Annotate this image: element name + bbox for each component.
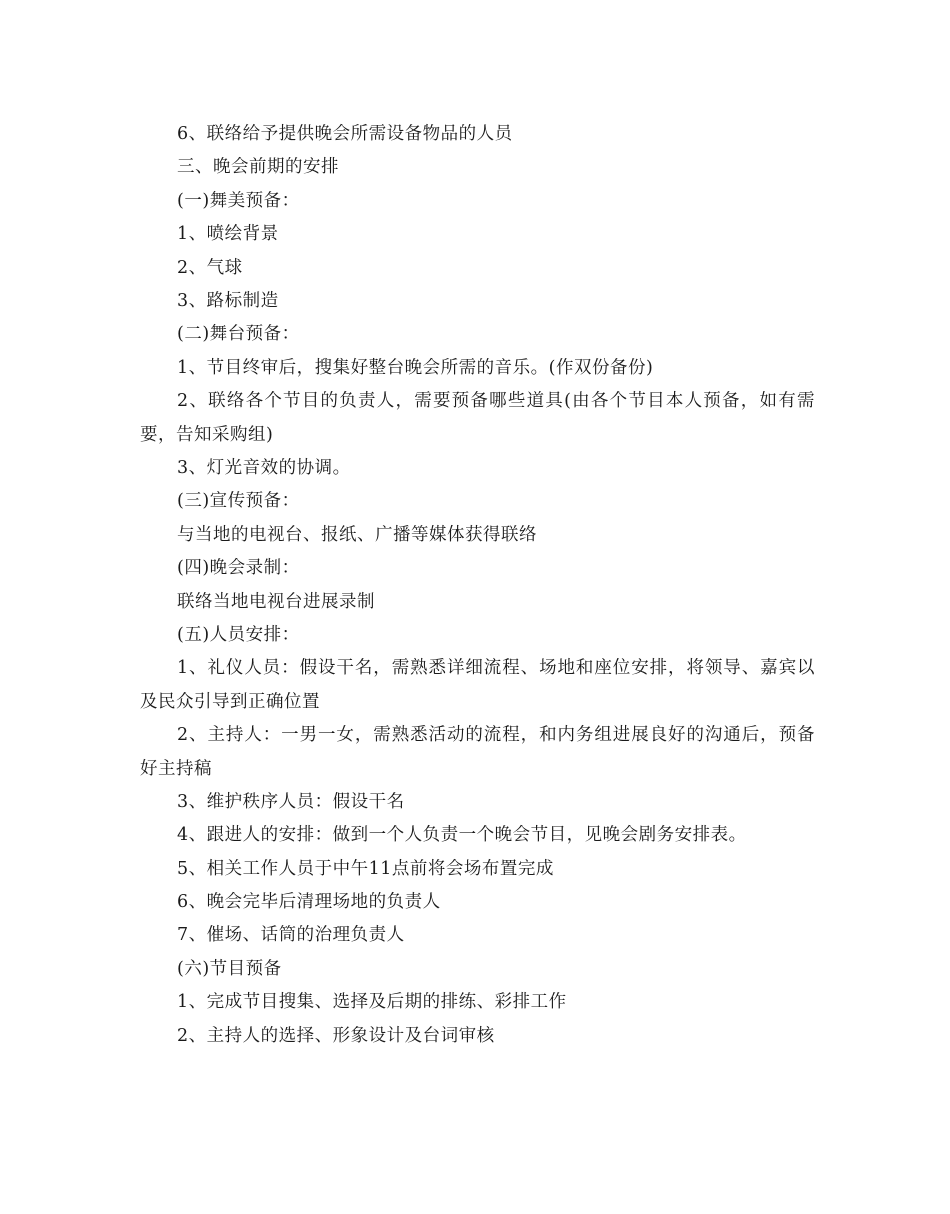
text-line: 1、喷绘背景 [177, 224, 279, 245]
text-line: 1、完成节目搜集、选择及后期的排练、彩排工作 [177, 992, 567, 1013]
text-line: 3、路标制造 [177, 290, 279, 311]
text-paragraph: 2、联络各个节目的负责人，需要预备哪些道具(由各个节目本人预备，如有需要，告知采购组) [140, 391, 815, 445]
text-line: 4、跟进人的安排：做到一个人负责一个晚会节目，见晚会剧务安排表。 [177, 825, 747, 846]
text-line: 2、气球 [177, 257, 243, 278]
document-body [140, 118, 815, 1053]
text-paragraph: 2、主持人：一男一女，需熟悉活动的流程，和内务组进展良好的沟通后，预备好主持稿 [140, 725, 815, 779]
text-line: 联络当地电视台进展录制 [177, 591, 375, 612]
text-line: 7、催场、话筒的治理负责人 [177, 925, 405, 946]
subsection-heading: (五)人员安排： [177, 624, 300, 645]
text-line: 6、晚会完毕后清理场地的负责人 [177, 892, 441, 913]
text-line: 6、联络给予提供晚会所需设备物品的人员 [177, 124, 513, 144]
subsection-heading: (二)舞台预备： [177, 324, 300, 345]
section-heading: 三、晚会前期的安排 [177, 157, 339, 178]
text-line: 3、维护秩序人员：假设干名 [177, 791, 405, 812]
subsection-heading: (四)晚会录制： [177, 558, 300, 579]
text-line: 2、主持人的选择、形象设计及台词审核 [177, 1025, 495, 1046]
text-line: 与当地的电视台、报纸、广播等媒体获得联络 [177, 524, 537, 545]
text-line: 3、灯光音效的协调。 [177, 457, 351, 478]
subsection-heading: (六)节目预备 [177, 958, 282, 979]
text-line: 1、节目终审后，搜集好整台晚会所需的音乐。(作双份备份) [177, 357, 654, 378]
text-line: 5、相关工作人员于中午11点前将会场布置完成 [177, 858, 554, 879]
subsection-heading: (三)宣传预备： [177, 491, 300, 512]
text-paragraph: 1、礼仪人员：假设干名，需熟悉详细流程、场地和座位安排，将领导、嘉宾以及民众引导到正确位置 [140, 658, 815, 712]
subsection-heading: (一)舞美预备： [177, 190, 300, 211]
